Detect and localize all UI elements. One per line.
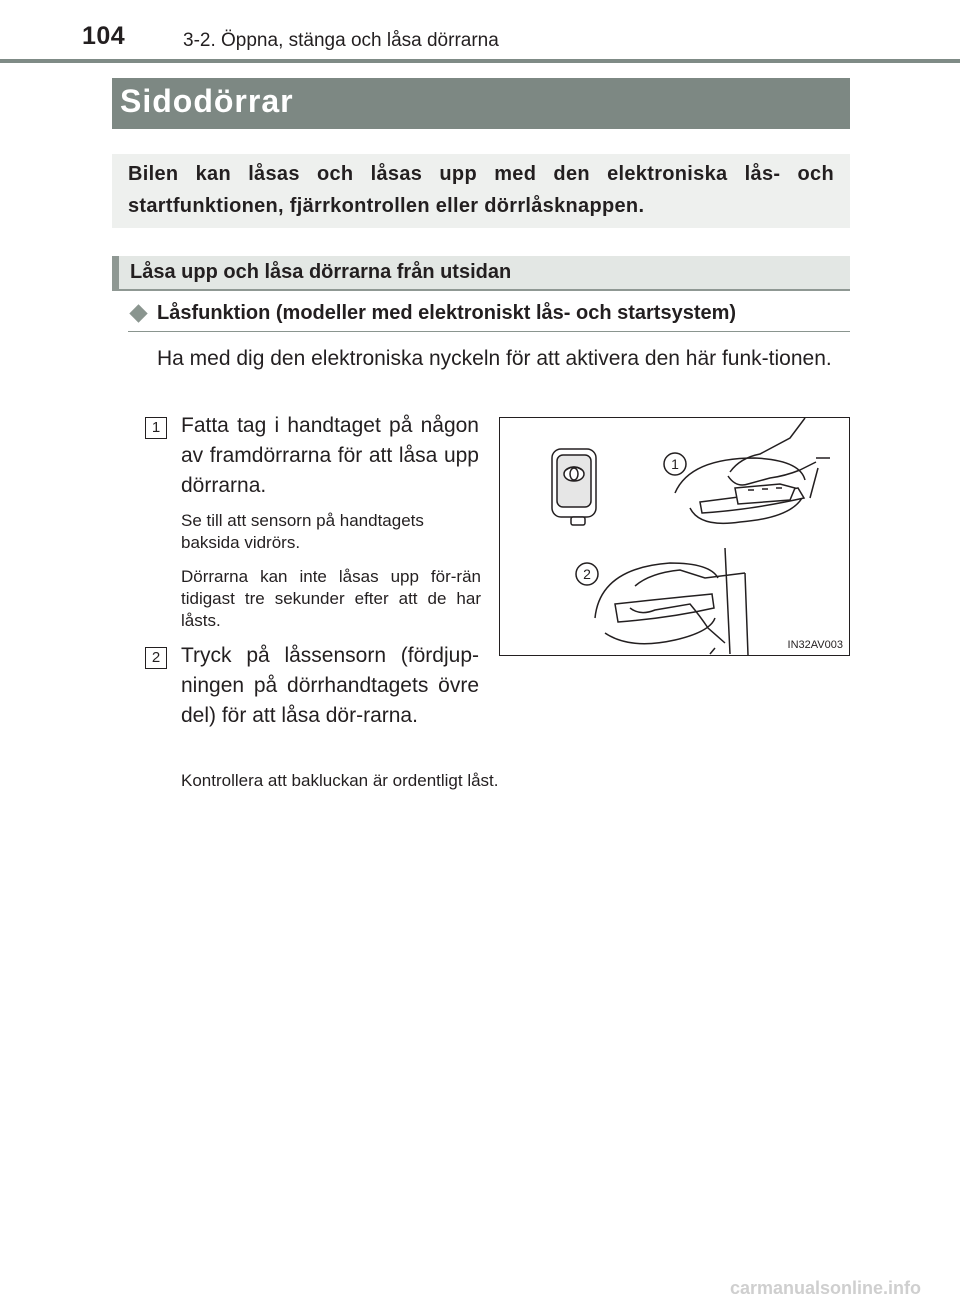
callout-1-label: 1 xyxy=(671,456,679,472)
step-1-note-1: Se till att sensorn på handtagets baksida vidrörs. xyxy=(181,511,424,552)
header-rule xyxy=(0,59,960,63)
intro-box xyxy=(112,154,850,228)
section-rule xyxy=(128,331,850,332)
page-header xyxy=(0,0,960,64)
key-fob-icon xyxy=(552,449,596,525)
step-1-note-2: Dörrarna kan inte låsas upp för-rän tidigast tre sekunder efter att de har låsts. xyxy=(181,567,481,630)
subsection-bar xyxy=(112,256,850,289)
door-handle-illustration xyxy=(500,418,849,655)
subsection-accent xyxy=(112,256,119,289)
subsection-heading: Låsa upp och låsa dörrarna från utsidan xyxy=(130,261,512,283)
step-number-2: 2 xyxy=(145,647,167,669)
upper-door-handle xyxy=(675,418,830,523)
running-head: 3-2. Öppna, stänga och låsa dörrarna xyxy=(183,30,499,51)
step-2-text: Tryck på låssensorn (fördjup-ningen på dörrhandtagets övre del) för att låsa dör-rarna. xyxy=(181,644,479,727)
section-paragraph: Ha med dig den elektroniska nyckeln för att aktivera den här funk-tionen. xyxy=(157,347,832,370)
lower-door-handle xyxy=(595,548,748,655)
title-bar xyxy=(112,78,850,129)
step-1-text: Fatta tag i handtaget på någon av framdörrarna för att låsa upp dörrarna. xyxy=(181,414,479,497)
figure-id: IN32AV003 xyxy=(787,639,843,651)
door-handle-figure xyxy=(499,417,850,656)
page-title: Sidodörrar xyxy=(120,83,294,119)
callout-2-label: 2 xyxy=(583,566,591,582)
section-heading: Låsfunktion (modeller med elektroniskt lås- och startsystem) xyxy=(157,302,737,324)
step-2-note: Kontrollera att bakluckan är ordentligt låst. xyxy=(181,771,499,790)
page-number: 104 xyxy=(82,22,126,50)
step-number-1: 1 xyxy=(145,417,167,439)
diamond-bullet-icon xyxy=(129,304,147,322)
intro-text: Bilen kan låsas och låsas upp med den elektroniska lås- och startfunktionen, fjärrkontrollen eller dörrlåsknappen. xyxy=(128,163,834,217)
footer-watermark: carmanualsonline.info xyxy=(730,1278,922,1298)
subsection-rule xyxy=(112,289,850,291)
